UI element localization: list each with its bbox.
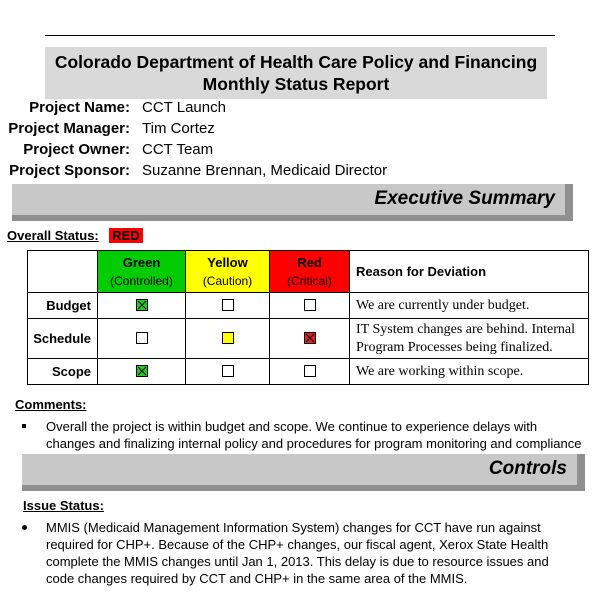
status-table bbox=[27, 250, 589, 385]
schedule-red-checkbox[interactable] bbox=[304, 332, 316, 344]
reason-column-header: Reason for Deviation bbox=[350, 251, 589, 293]
report-title-line2: Monthly Status Report bbox=[202, 74, 390, 94]
project-owner-row bbox=[0, 139, 600, 160]
top-rule bbox=[45, 35, 555, 36]
scope-row-label: Scope bbox=[28, 359, 98, 385]
project-owner-value: CCT Team bbox=[142, 141, 214, 158]
project-name-row bbox=[0, 97, 600, 118]
project-owner-label: Project Owner: bbox=[23, 141, 130, 158]
budget-reason: We are currently under budget. bbox=[350, 293, 589, 319]
schedule-reason: IT System changes are behind. Internal Program Processes being finalized. bbox=[350, 319, 589, 359]
project-sponsor-label: Project Sponsor: bbox=[9, 162, 130, 179]
bullet-icon bbox=[22, 424, 26, 428]
project-name-label: Project Name: bbox=[29, 99, 130, 116]
project-manager-label: Project Manager: bbox=[8, 120, 130, 137]
project-sponsor-row bbox=[0, 160, 600, 181]
project-name-value: CCT Launch bbox=[142, 99, 226, 116]
comments-label: Comments: bbox=[15, 397, 87, 412]
issue-status-text bbox=[20, 519, 600, 587]
report-title-box bbox=[45, 47, 547, 99]
issue-line3: complete the MMIS changes until Jan 1, 2013. This delay is due to resource issues and bbox=[46, 554, 549, 569]
overall-status bbox=[7, 227, 143, 245]
issue-line1: MMIS (Medicaid Management Information System) changes for CCT have run against bbox=[46, 520, 541, 535]
yellow-column-header: Yellow (Caution) bbox=[186, 251, 270, 293]
schedule-yellow-checkbox[interactable] bbox=[222, 332, 234, 344]
project-sponsor-value: Suzanne Brennan, Medicaid Director bbox=[142, 162, 388, 179]
budget-green-checkbox[interactable] bbox=[136, 299, 148, 311]
overall-status-label: Overall Status: bbox=[7, 228, 99, 243]
scope-reason: We are working within scope. bbox=[350, 359, 589, 385]
green-column-header: Green (Controlled) bbox=[98, 251, 186, 293]
report-title-line1: Colorado Department of Health Care Policy and Financing bbox=[54, 52, 538, 72]
table-row bbox=[28, 293, 589, 319]
scope-yellow-checkbox[interactable] bbox=[222, 365, 234, 377]
checked-x-icon bbox=[137, 366, 147, 376]
comments-line1: Overall the project is within budget and scope. We continue to experience delays with bbox=[46, 419, 538, 434]
issue-line4: code changes required by CCT and CHP+ in the same area of the MMIS. bbox=[46, 571, 468, 586]
table-row bbox=[28, 319, 589, 359]
table-row bbox=[28, 359, 589, 385]
checked-x-icon bbox=[305, 333, 315, 343]
budget-red-checkbox[interactable] bbox=[304, 299, 316, 311]
comments-text bbox=[20, 418, 600, 452]
blank-header-cell bbox=[28, 251, 98, 293]
controls-title: Controls bbox=[488, 458, 567, 479]
bullet-icon bbox=[22, 525, 27, 530]
issue-status-label: Issue Status: bbox=[23, 498, 104, 513]
project-manager-row bbox=[0, 118, 600, 139]
project-manager-value: Tim Cortez bbox=[142, 120, 215, 137]
comments-line2: changes and finalizing internal policy and procedures for program monitoring and compliance bbox=[46, 436, 582, 451]
status-header-row bbox=[28, 251, 589, 293]
overall-status-badge: RED bbox=[109, 228, 142, 243]
issue-line2: required for CHP+. Because of the CHP+ changes, our fiscal agent, Xerox State Health bbox=[46, 537, 549, 552]
scope-green-checkbox[interactable] bbox=[136, 365, 148, 377]
schedule-green-checkbox[interactable] bbox=[136, 332, 148, 344]
checked-x-icon bbox=[137, 300, 147, 310]
budget-row-label: Budget bbox=[28, 293, 98, 319]
schedule-row-label: Schedule bbox=[28, 319, 98, 359]
scope-red-checkbox[interactable] bbox=[304, 365, 316, 377]
red-column-header: Red (Critical) bbox=[270, 251, 350, 293]
budget-yellow-checkbox[interactable] bbox=[222, 299, 234, 311]
executive-summary-title: Executive Summary bbox=[374, 188, 555, 209]
controls-band bbox=[22, 454, 585, 491]
executive-summary-band bbox=[12, 184, 573, 221]
